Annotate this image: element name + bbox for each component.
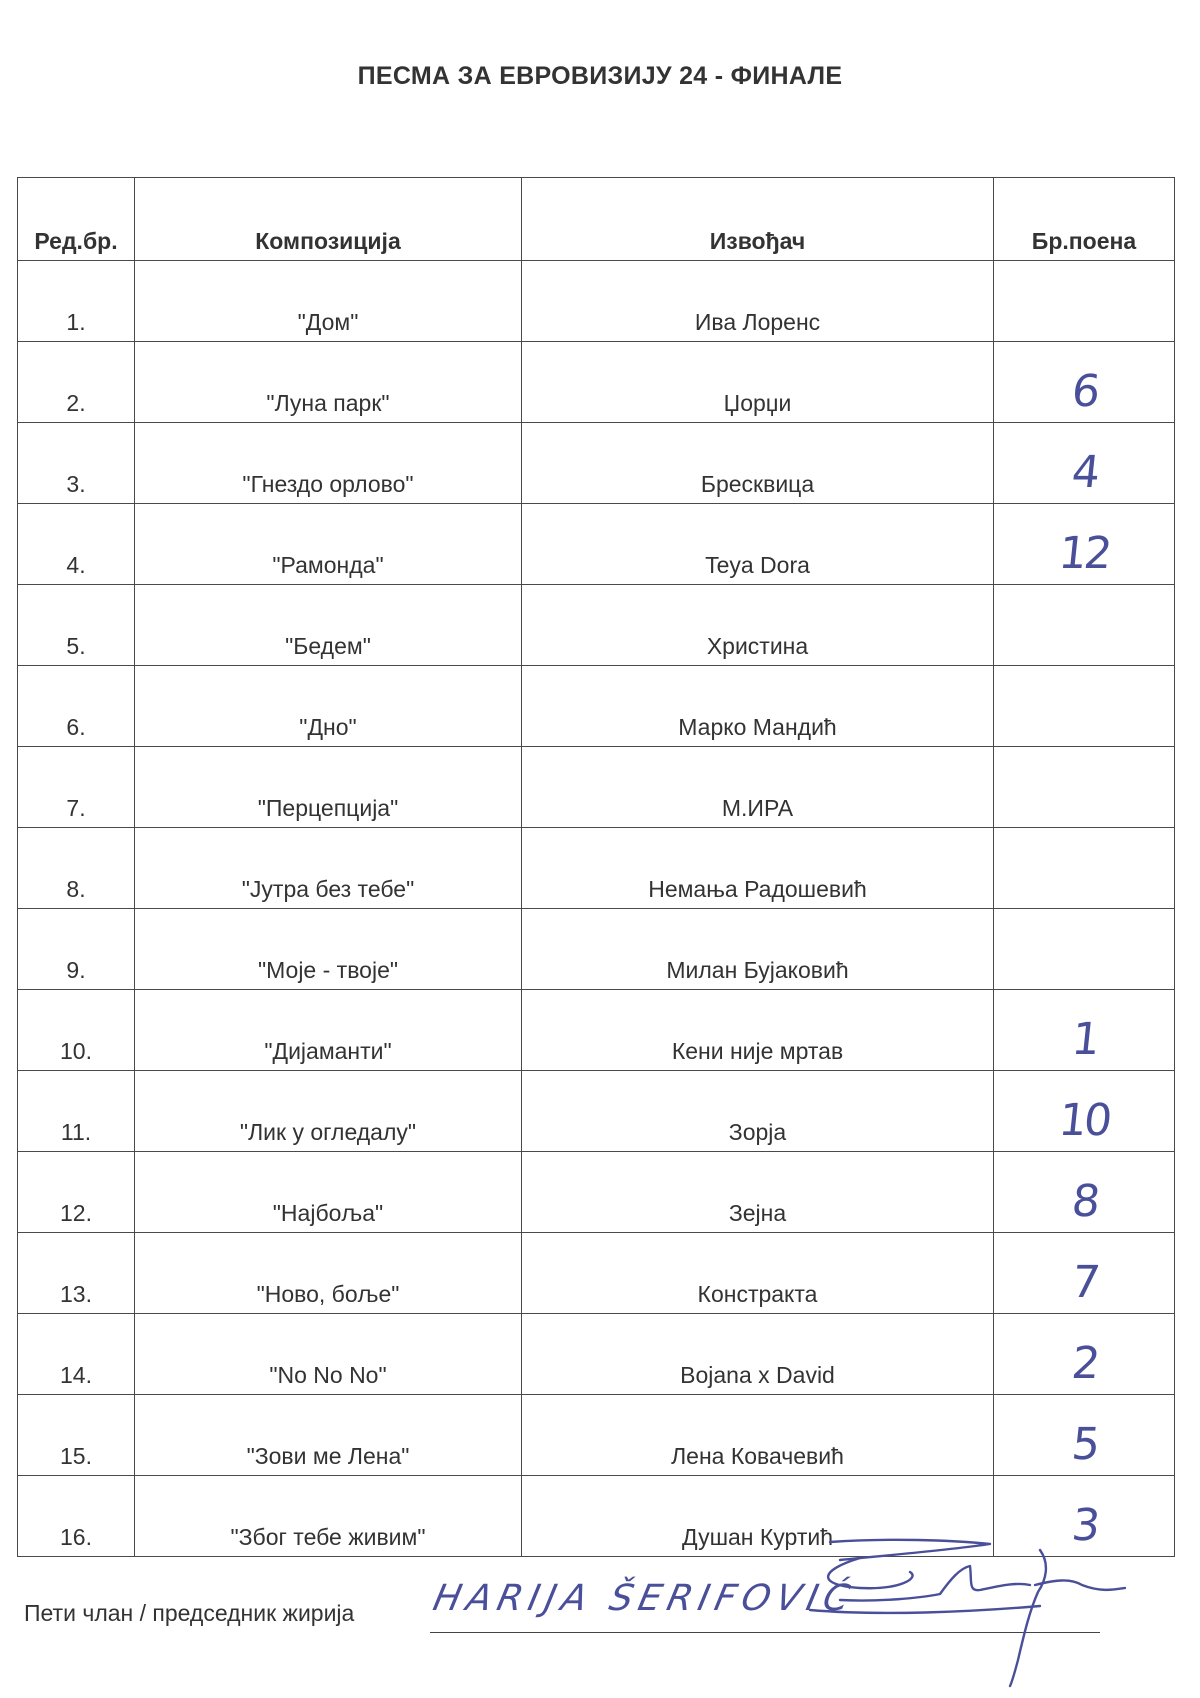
cell-number: 11. [18,1071,135,1152]
handwritten-points: 1 [1068,1014,1100,1065]
table-row [18,1152,1175,1233]
cell-number: 6. [18,666,135,747]
cell-number: 12. [18,1152,135,1233]
handwritten-points: 5 [1068,1419,1100,1470]
cell-artist: Ива Лоренс [522,261,994,342]
cell-number: 9. [18,909,135,990]
cell-artist: Марко Мандић [522,666,994,747]
cell-song: "Дом" [135,261,522,342]
cell-song: "Гнездо орлово" [135,423,522,504]
cell-song: "Луна парк" [135,342,522,423]
handwritten-points: 7 [1068,1257,1100,1308]
cell-artist: Зејна [522,1152,994,1233]
table-row [18,585,1175,666]
cell-points [994,990,1175,1071]
cell-artist: Христина [522,585,994,666]
cell-number: 2. [18,342,135,423]
cell-song: "Моје - твоје" [135,909,522,990]
cell-artist: Констракта [522,1233,994,1314]
cell-artist: Бресквица [522,423,994,504]
table-row [18,909,1175,990]
table-row [18,828,1175,909]
table-row [18,261,1175,342]
header-artist: Извођач [522,178,994,261]
cell-points [994,1152,1175,1233]
cell-points [994,1314,1175,1395]
cell-number: 10. [18,990,135,1071]
handwritten-points: 4 [1068,447,1100,498]
header-points: Бр.поена [994,178,1175,261]
handwritten-points: 6 [1068,366,1100,417]
cell-number: 4. [18,504,135,585]
table-row [18,1071,1175,1152]
cell-song: "Дно" [135,666,522,747]
header-song: Композиција [135,178,522,261]
cell-points [994,747,1175,828]
table-header-row [18,178,1175,261]
jury-member-label: Пети члан / председник жирија [24,1600,355,1626]
cell-points [994,585,1175,666]
results-table [17,177,1175,1557]
cell-number: 16. [18,1476,135,1557]
cell-number: 7. [18,747,135,828]
table-row [18,747,1175,828]
handwritten-points: 3 [1068,1500,1100,1551]
cell-points [994,423,1175,504]
cell-points [994,1233,1175,1314]
cell-song: "Ново, боље" [135,1233,522,1314]
header-number: Ред.бр. [18,178,135,261]
handwritten-points: 10 [1056,1095,1112,1146]
cell-artist: Зорја [522,1071,994,1152]
cell-song: "Перцепција" [135,747,522,828]
cell-number: 13. [18,1233,135,1314]
table-row [18,990,1175,1071]
cell-number: 14. [18,1314,135,1395]
cell-number: 1. [18,261,135,342]
cell-number: 15. [18,1395,135,1476]
cell-artist: Душан Куртић [522,1476,994,1557]
cell-points [994,666,1175,747]
table-row [18,423,1175,504]
cell-song: "Лик у огледалу" [135,1071,522,1152]
table-row [18,666,1175,747]
cell-number: 5. [18,585,135,666]
cell-artist: Teya Dora [522,504,994,585]
cell-song: "No No No" [135,1314,522,1395]
cell-song: "Рамонда" [135,504,522,585]
page-title: ПЕСМА ЗА ЕВРОВИЗИЈУ 24 - ФИНАЛЕ [357,62,843,90]
cell-points [994,504,1175,585]
handwritten-points: 8 [1068,1176,1100,1227]
cell-song: "Најбоља" [135,1152,522,1233]
handwritten-name: HARIJA ŠERIFOVIĆ [429,1578,860,1619]
table-row [18,504,1175,585]
handwritten-points: 12 [1056,528,1112,579]
cell-points [994,342,1175,423]
cell-artist: Bojana x David [522,1314,994,1395]
cell-artist: M.ИРА [522,747,994,828]
cell-song: "Бедем" [135,585,522,666]
cell-artist: Лена Ковачевић [522,1395,994,1476]
table-row [18,1395,1175,1476]
table-row [18,342,1175,423]
table-row [18,1233,1175,1314]
cell-number: 3. [18,423,135,504]
signature-icon [800,1530,1130,1690]
cell-number: 8. [18,828,135,909]
cell-artist: Кени није мртав [522,990,994,1071]
cell-artist: Џорџи [522,342,994,423]
cell-points [994,1395,1175,1476]
cell-points [994,1071,1175,1152]
cell-points [994,261,1175,342]
cell-song: "Јутра без тебе" [135,828,522,909]
cell-song: "Дијаманти" [135,990,522,1071]
cell-points [994,909,1175,990]
cell-points [994,828,1175,909]
cell-song: "Зови ме Лена" [135,1395,522,1476]
cell-song: "Због тебе живим" [135,1476,522,1557]
table-row [18,1314,1175,1395]
cell-artist: Милан Бујаковић [522,909,994,990]
handwritten-points: 2 [1068,1338,1100,1389]
cell-artist: Немања Радошевић [522,828,994,909]
